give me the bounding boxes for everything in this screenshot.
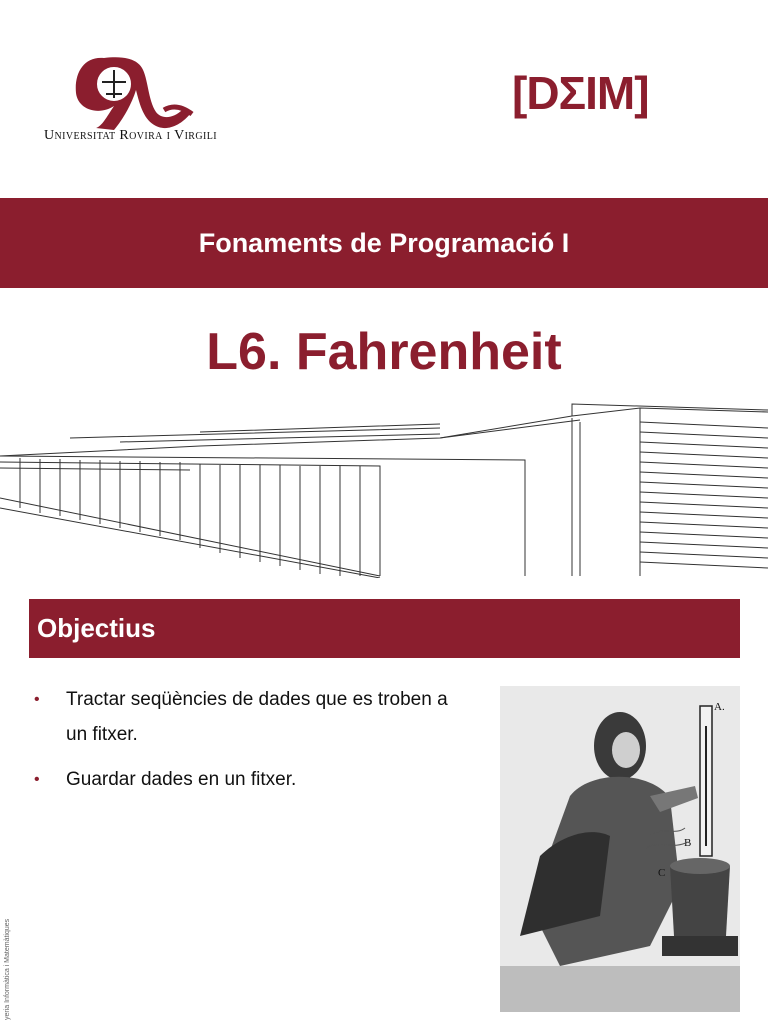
svg-text:A.: A.: [714, 701, 725, 713]
department-logo: [DΣIM]: [512, 67, 649, 119]
svg-text:C: C: [658, 867, 666, 879]
fahrenheit-engraving-image: [500, 686, 740, 1012]
university-name: Universitat Rovira i Virgili: [44, 128, 217, 143]
list-item: [30, 762, 470, 797]
vertical-footer-text: yeria Informàtica i Matemàtiques: [4, 918, 11, 1020]
building-illustration: [0, 398, 768, 578]
objective-text: Tractar seqüències de dades que es troben a un fitxer.: [66, 689, 448, 745]
objectives-heading: Objectius: [37, 613, 156, 643]
course-title: Fonaments de Programació I: [198, 227, 570, 258]
lesson-title: L6. Fahrenheit: [206, 323, 562, 381]
objectives-list: [30, 682, 470, 807]
list-item: [30, 682, 470, 752]
svg-text:B: B: [684, 837, 692, 849]
objective-text: Guardar dades en un fitxer.: [66, 769, 297, 790]
objectives-header: [29, 599, 740, 658]
bullet-icon: •: [34, 691, 40, 708]
bullet-icon: •: [34, 771, 40, 788]
course-banner: [0, 198, 768, 288]
